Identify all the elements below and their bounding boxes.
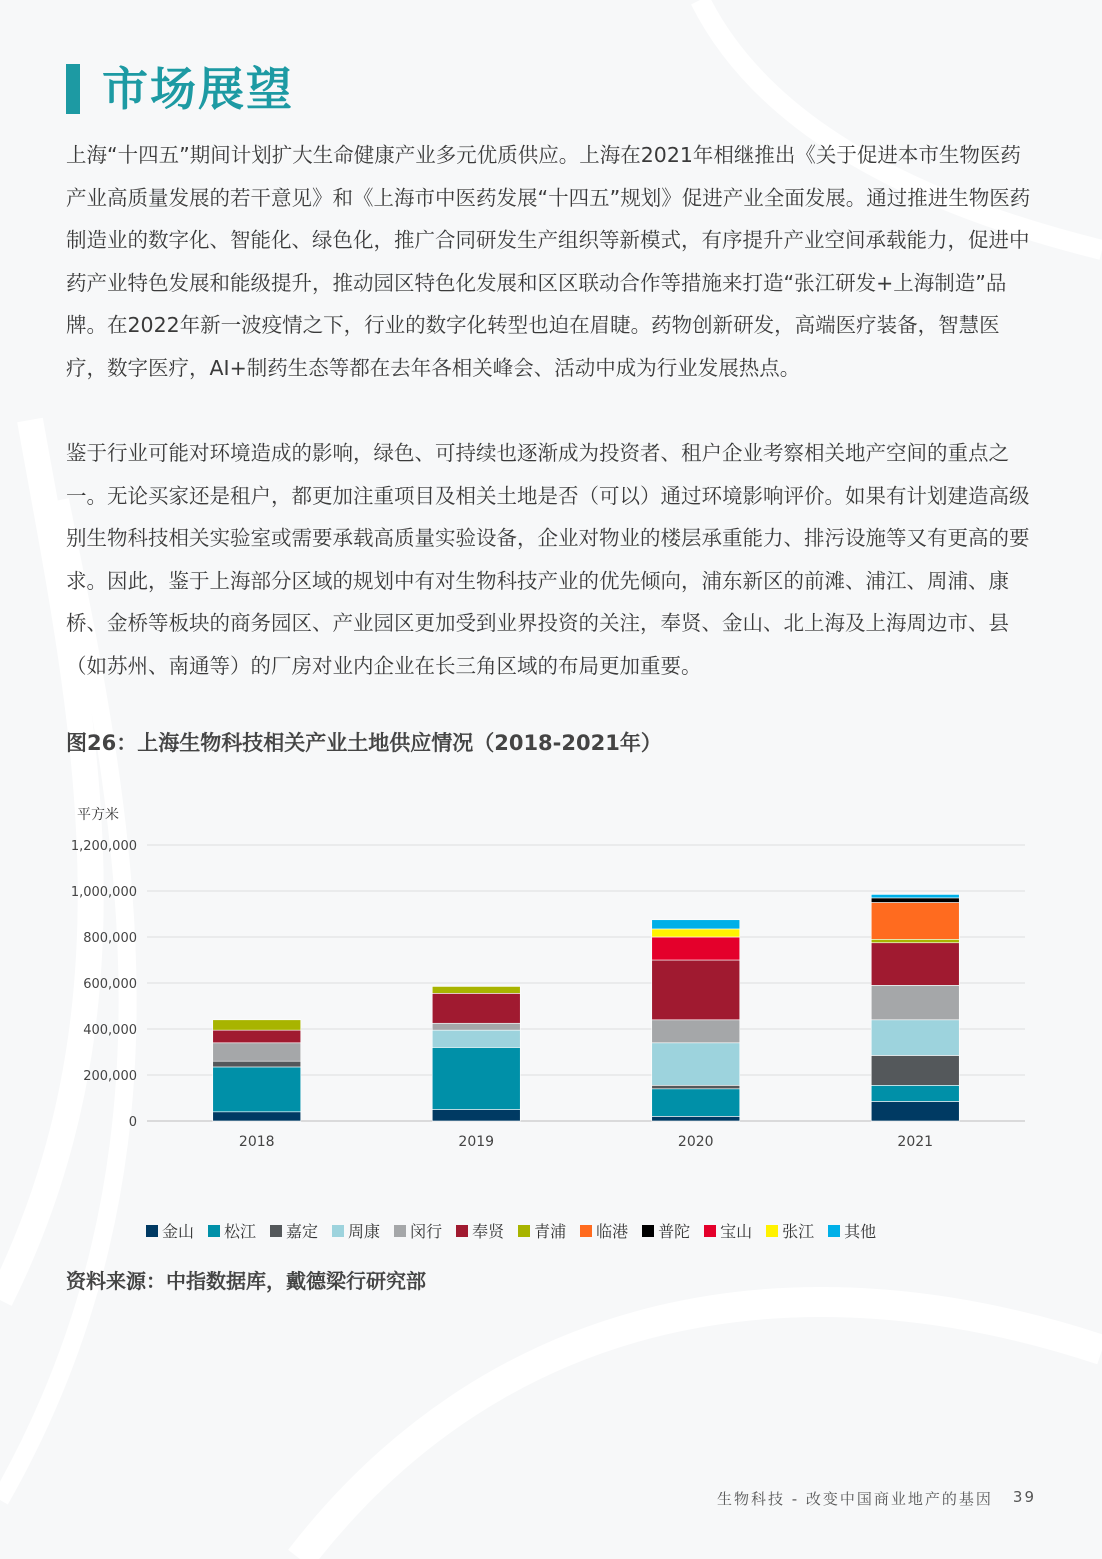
- legend-label: 嘉定: [286, 1222, 319, 1241]
- bar-segment: [213, 1030, 301, 1043]
- legend-label: 临港: [596, 1222, 629, 1241]
- bar-segment: [432, 993, 520, 1023]
- bar-segment: [432, 1023, 520, 1030]
- legend-item: [704, 1219, 752, 1242]
- legend-label: 其他: [844, 1222, 877, 1241]
- legend-item: [580, 1219, 628, 1242]
- legend-item: [518, 1219, 566, 1242]
- bar-segment: [871, 1020, 959, 1056]
- stacked-bar-chart: [0, 790, 1102, 1170]
- bar-segment: [871, 1101, 959, 1121]
- legend-item: [456, 1219, 504, 1242]
- x-tick-label: 2021: [897, 1134, 934, 1150]
- legend-label: 青浦: [534, 1222, 567, 1241]
- legend-swatch: [208, 1225, 220, 1237]
- legend-label: 闵行: [410, 1222, 443, 1241]
- legend-item: [146, 1219, 194, 1242]
- bar-segment: [652, 1085, 740, 1088]
- legend-item: [332, 1219, 380, 1242]
- bar-segment: [871, 943, 959, 986]
- legend-label: 宝山: [720, 1222, 753, 1241]
- legend-label: 普陀: [658, 1222, 691, 1241]
- legend-label: 金山: [162, 1222, 195, 1241]
- x-tick-label: 2019: [458, 1134, 495, 1150]
- bar-segment: [432, 986, 520, 993]
- bar-segment: [871, 903, 959, 940]
- bar-segment: [213, 1043, 301, 1061]
- bar-segment: [213, 1061, 301, 1067]
- legend-swatch: [580, 1225, 592, 1237]
- y-tick-label: 1,200,000: [70, 839, 137, 854]
- legend-label: 奉贤: [472, 1222, 505, 1241]
- footer-text: 生物科技 - 改变中国商业地产的基因: [716, 1490, 993, 1508]
- figure-title: 图26：上海生物科技相关产业土地供应情况（2018-2021年）: [66, 731, 662, 755]
- bar-segment: [652, 960, 740, 1020]
- legend-swatch: [332, 1225, 344, 1237]
- page-footer: [717, 1488, 1036, 1509]
- legend-item: [828, 1219, 876, 1242]
- legend-label: 周康: [348, 1222, 381, 1241]
- legend-item: [766, 1219, 814, 1242]
- bar-segment: [652, 1089, 740, 1117]
- y-tick-label: 200,000: [83, 1069, 137, 1084]
- bar-segment: [652, 1020, 740, 1043]
- bar-segment: [432, 1110, 520, 1122]
- bar-segment: [871, 894, 959, 897]
- figure-source: 资料来源：中指数据库，戴德梁行研究部: [66, 1269, 426, 1293]
- bar-segment: [652, 929, 740, 937]
- bar-segment: [652, 920, 740, 929]
- bar-segment: [652, 937, 740, 960]
- legend-swatch: [828, 1225, 840, 1237]
- y-tick-label: 1,000,000: [70, 885, 137, 900]
- bar-segment: [213, 1067, 301, 1112]
- legend-item: [642, 1219, 690, 1242]
- legend-item: [208, 1219, 256, 1242]
- bar-segment: [432, 1030, 520, 1047]
- bar-segment: [871, 1055, 959, 1085]
- x-tick-label: 2020: [677, 1134, 714, 1150]
- paragraph-1: 上海“十四五”期间计划扩大生命健康产业多元优质供应。上海在2021年相继推出《关于促进本市生物医药产业高质量发展的若干意见》和《上海市中医药发展“十四五”规划》促进产业全面发展。通过推进生物医药制造业的数字化、智能化、绿色化，推广合同研发生产组织等新模式，有序提升产业空间承载能力，促进中药产业特色发展和能级提升，推动园区特色化发展和区区联动合作等措施来打造“张江研发+上海制造”品牌。在2022年新一波疫情之下，行业的数字化转型也迫在眉睫。药物创新研发，高端医疗装备，智慧医疗，数字医疗，AI+制药生态等都在去年各相关峰会、活动中成为行业发展热点。: [66, 143, 1031, 380]
- legend-swatch: [270, 1225, 282, 1237]
- bar-segment: [871, 898, 959, 903]
- legend-swatch: [642, 1225, 654, 1237]
- y-tick-label: 600,000: [83, 977, 137, 992]
- bar-segment: [652, 1116, 740, 1121]
- bar-segment: [871, 985, 959, 1020]
- y-tick-label: 400,000: [83, 1023, 137, 1038]
- legend-swatch: [518, 1225, 530, 1237]
- y-tick-label: 800,000: [83, 931, 137, 946]
- legend-swatch: [394, 1225, 406, 1237]
- legend-swatch: [456, 1225, 468, 1237]
- legend-item: [394, 1219, 442, 1242]
- bar-segment: [213, 1020, 301, 1030]
- legend-swatch: [146, 1225, 158, 1237]
- bar-segment: [652, 1043, 740, 1086]
- section-header: [66, 62, 294, 116]
- bar-segment: [871, 939, 959, 942]
- x-tick-label: 2018: [238, 1134, 275, 1150]
- legend-swatch: [766, 1225, 778, 1237]
- bar-segment: [432, 1047, 520, 1109]
- legend-swatch: [704, 1225, 716, 1237]
- y-tick-label: 0: [128, 1115, 137, 1130]
- paragraph-2: 鉴于行业可能对环境造成的影响，绿色、可持续也逐渐成为投资者、租户企业考察相关地产空间的重点之一。无论买家还是租户，都更加注重项目及相关土地是否（可以）通过环境影响评价。如果有计划建造高级别生物科技相关实验室或需要承载高质量实验设备，企业对物业的楼层承重能力、排污设施等又有更高的要求。因此，鉴于上海部分区域的规划中有对生物科技产业的优先倾向，浦东新区的前滩、浦江、周浦、康桥、金桥等板块的商务园区、产业园区更加受到业界投资的关注，奉贤、金山、北上海及上海周边市、县（如苏州、南通等）的厂房对业内企业在长三角区域的布局更加重要。: [66, 441, 1030, 678]
- legend-label: 松江: [224, 1222, 257, 1241]
- bar-segment: [871, 1085, 959, 1101]
- chart-legend: [146, 1219, 876, 1242]
- bar-segment: [213, 1112, 301, 1121]
- legend-item: [270, 1219, 318, 1242]
- y-axis-label: 平方米: [77, 807, 119, 823]
- page-number: 39: [1012, 1488, 1036, 1506]
- title-accent-bar: [66, 64, 80, 114]
- legend-label: 张江: [782, 1222, 815, 1241]
- page-title: 市场展望: [102, 62, 294, 116]
